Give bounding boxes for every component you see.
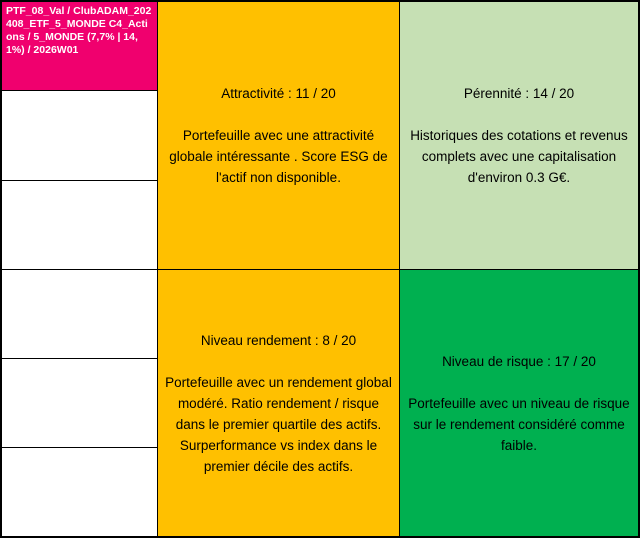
risque-title: Niveau de risque : 17 / 20 [442, 353, 596, 369]
portfolio-label: PTF_08_Val / ClubADAM_202408_ETF_5_MONDE C4_Actions / 5_MONDE (7,7% | 14,1%) / 2026W01 [1, 1, 158, 91]
blank-cell [1, 447, 158, 537]
perennite-title: Pérennité : 14 / 20 [463, 86, 575, 101]
rendement-tile [157, 269, 400, 537]
attractivite-text: Portefeuille avec une attractivité globale intéressante . Score ESG de l'actif non disponible. [169, 128, 388, 185]
rendement-title: Niveau rendement : 8 / 20 [200, 332, 357, 348]
attractivite-tile [157, 1, 400, 270]
perennite-tile [399, 1, 639, 270]
blank-cell [1, 358, 158, 448]
attractivite-title: Attractivité : 11 / 20 [221, 86, 336, 101]
risque-text: Portefeuille avec un niveau de risque sur le rendement considéré comme faible. [408, 395, 630, 453]
blank-cell [1, 269, 158, 359]
blank-cell [1, 90, 158, 181]
risque-tile [399, 269, 639, 537]
perennite-text: Historiques des cotations et revenus complets avec une capitalisation d'environ 0.3 G€. [410, 128, 628, 185]
rendement-text: Portefeuille avec un rendement global modéré. Ratio rendement / risque dans le premier quartile des actifs. Surperformance vs index dans le premier décile des actifs. [165, 374, 392, 474]
blank-cell [1, 180, 158, 270]
